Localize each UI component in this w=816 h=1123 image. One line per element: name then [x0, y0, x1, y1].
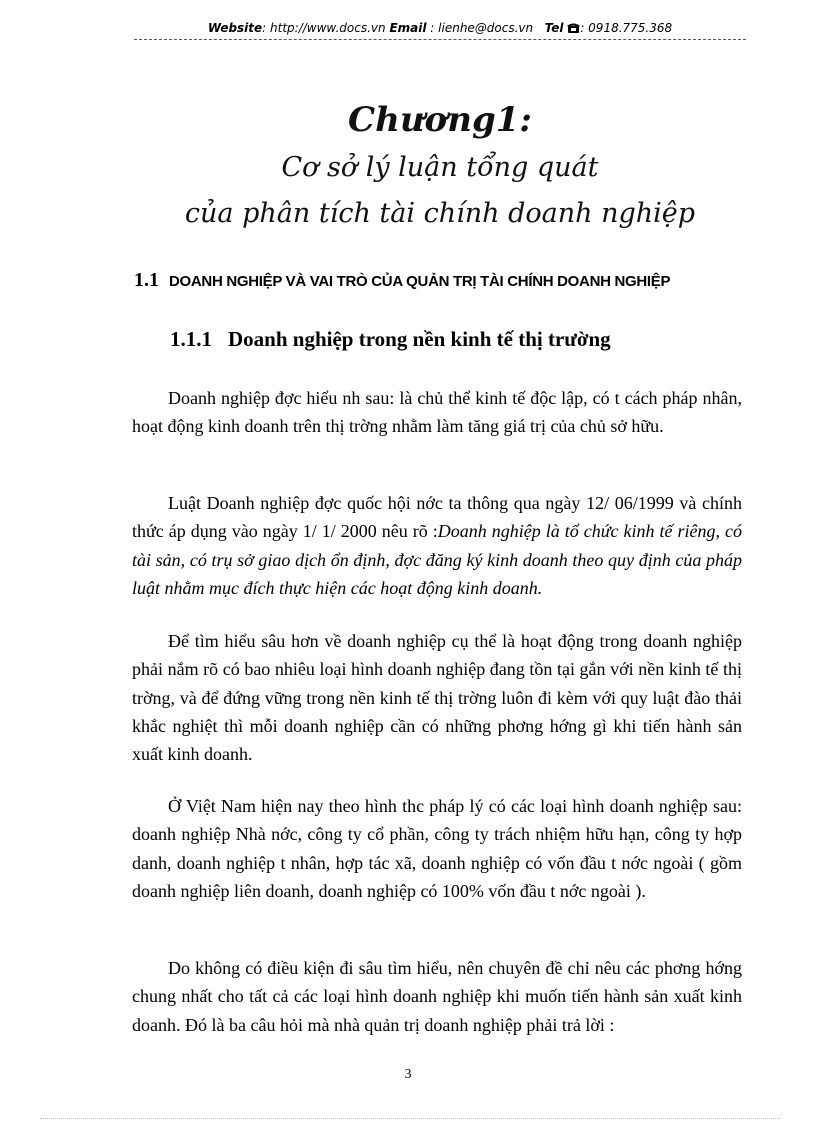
- section-title: DOANH NGHIỆP VÀ VAI TRÒ CỦA QUẢN TRỊ TÀI CHÍNH DOANH NGHIỆP: [169, 273, 671, 290]
- subsection-title: Doanh nghiệp trong nền kinh tế thị trường: [228, 327, 611, 351]
- email-label: Email: [389, 21, 427, 35]
- subsection-heading: [170, 327, 611, 352]
- section-number: 1.1: [134, 269, 159, 291]
- website-value: : http://www.docs.vn: [262, 21, 386, 35]
- page-bottom-border: [40, 1118, 780, 1119]
- paragraph-4: Ở Việt Nam hiện nay theo hình thc pháp lý có các loại hình doanh nghiệp sau: doanh nghiệp Nhà nớc, công ty cổ phần, công ty trách nhiệm hữu hạn, công ty hợp danh, doanh nghiệp t nhân, hợp tác xã, doanh nghiệp có vốn đầu t nớc ngoài ( gồm doanh nghiệp liên doanh, doanh nghiệp có 100% vốn đầu t nớc ngoài ).: [132, 796, 742, 901]
- header-divider: [134, 39, 746, 40]
- tel-label: Tel: [544, 21, 564, 35]
- tel-value: : 0918.775.368: [580, 21, 673, 35]
- page-number: 3: [404, 1067, 412, 1082]
- chapter-subtitle-2: của phân tích tài chính doanh nghiệp: [184, 198, 696, 229]
- subsection-number: 1.1.1: [170, 327, 212, 351]
- phone-icon: [567, 22, 580, 38]
- chapter-title: Chương1:: [348, 100, 532, 140]
- page-header: [134, 20, 746, 38]
- paragraph-2: [132, 489, 742, 602]
- section-heading: [134, 269, 774, 292]
- website-label: Website: [207, 21, 263, 35]
- paragraph-1: Doanh nghiệp đợc hiểu nh sau: là chủ thể kinh tế độc lập, có t cách pháp nhân, hoạt động kinh doanh trên thị trờng nhằm làm tăng giá trị của chủ sở hữu.: [132, 388, 742, 437]
- paragraph-3: Để tìm hiểu sâu hơn về doanh nghiệp cụ thể là hoạt động trong doanh nghiệp phải nắm rõ có bao nhiêu loại hình doanh nghiệp đang tồn tại gắn với nền kinh tế thị trờng, và để đứng vững trong nền kinh tế thị trờng luôn đi kèm với quy luật đào thải khắc nghiệt thì mỗi doanh nghiệp cần có những phơng hớng gì khi tiến hành sản xuất kinh doanh.: [132, 631, 742, 765]
- paragraph-2-definition: Doanh nghiệp là tổ chức kinh tế riêng, có tài sản, có trụ sở giao dịch ổn định, đợc đăng ký kinh doanh theo quy định của pháp luật nhằm mục đích thực hiện các hoạt động kinh doanh.: [132, 521, 742, 598]
- paragraph-2-text: Luật Doanh nghiệp đợc quốc hội nớc ta thông qua ngày 12/ 06/1999 và chính thức áp dụng vào ngày 1/ 1/ 2000 nêu rõ :: [132, 493, 742, 542]
- paragraph-5: Do không có điều kiện đi sâu tìm hiểu, nên chuyên đề chỉ nêu các phơng hớng chung nhất cho tất cả các loại hình doanh nghiệp khi muốn tiến hành sản xuất kinh doanh. Đó là ba câu hỏi mà nhà quản trị doanh nghiệp phải trả lời :: [132, 958, 742, 1035]
- email-value: : lienhe@docs.vn: [426, 21, 534, 35]
- chapter-subtitle-1: Cơ sở lý luận tổng quát: [281, 152, 599, 183]
